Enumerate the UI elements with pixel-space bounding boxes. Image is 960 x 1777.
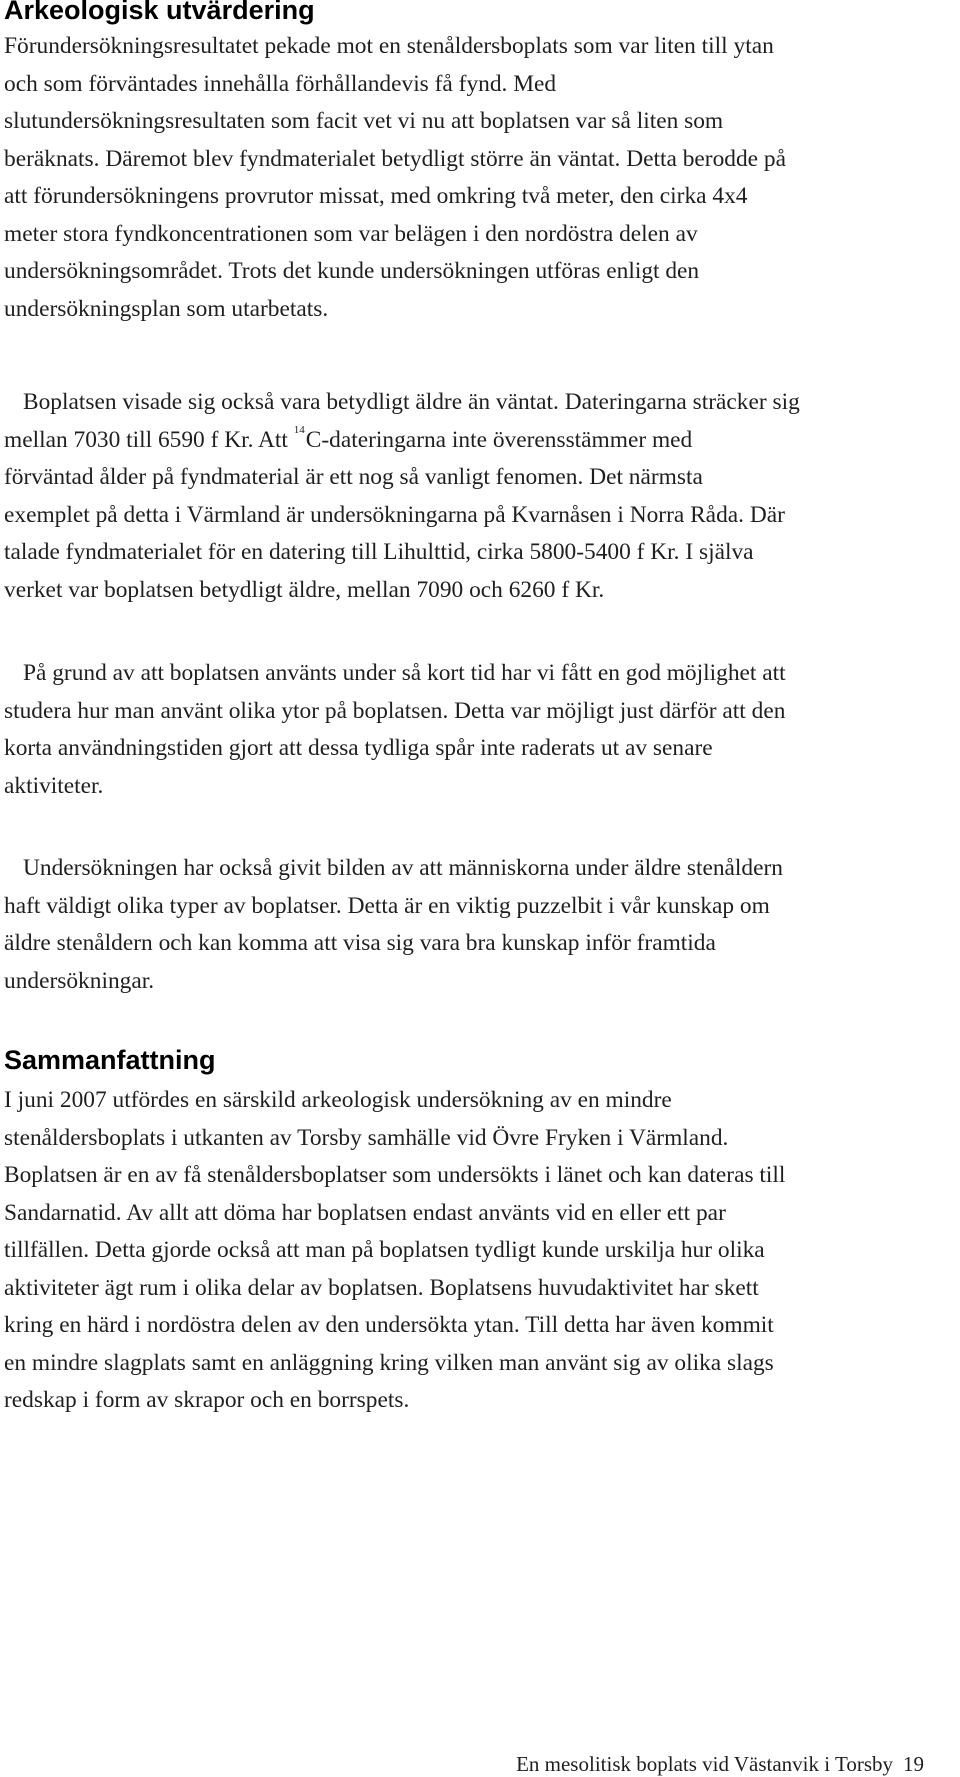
text-line: undersökningar.: [4, 967, 155, 994]
text-line: äldre stenåldern och kan komma att visa sig vara bra kunskap inför framtida: [4, 930, 716, 956]
text-line: aktiviteter ägt rum i olika delar av boplatsen. Boplatsens huvudaktivitet har skett: [4, 1274, 759, 1301]
footer-title: En mesolitisk boplats vid Västanvik i Torsby: [516, 1752, 893, 1776]
text-line: en mindre slagplats samt en anläggning kring vilken man använt sig av olika slags: [4, 1349, 774, 1376]
text-line: Boplatsen visade sig också vara betydligt äldre än väntat. Dateringarna sträcker sig: [23, 389, 800, 415]
text-line: beräknats. Däremot blev fyndmaterialet betydligt större än väntat. Detta berodde på: [4, 145, 786, 172]
text-line: att förundersökningens provrutor missat, med omkring två meter, den cirka 4x4: [4, 183, 748, 209]
text-line: exemplet på detta i Värmland är undersökningarna på Kvarnåsen i Norra Råda. Där: [4, 501, 785, 528]
text-line: stenåldersboplats i utkanten av Torsby samhälle vid Övre Fryken i Värmland.: [4, 1124, 729, 1151]
section-heading-sammanfattning: Sammanfattning: [4, 1045, 216, 1075]
paragraph-forundersokning: [4, 28, 956, 328]
text-line: Sandarnatid. Av allt att döma har boplatsen endast använts vid en eller ett par: [4, 1199, 726, 1226]
text-line: redskap i form av skrapor och en borrspets.: [4, 1387, 410, 1413]
text-line-with-isotope: [4, 422, 956, 460]
text-line: verket var boplatsen betydligt äldre, mellan 7090 och 6260 f Kr.: [4, 576, 605, 603]
text-line: meter stora fyndkoncentrationen som var belägen i den nordöstra delen av: [4, 220, 698, 247]
text-line: förväntad ålder på fyndmaterial är ett nog så vanligt fenomen. Det närmsta: [4, 464, 703, 490]
text-line: undersökningsplan som utarbetats.: [4, 295, 329, 322]
text-fragment: C-dateringarna inte överensstämmer med: [305, 426, 693, 453]
paragraph-ytor: [4, 655, 956, 805]
paragraph-sammanfattning: [4, 1082, 956, 1420]
text-line: Undersökningen har också givit bilden av att människorna under äldre stenåldern: [23, 855, 783, 881]
isotope-superscript: 14: [293, 423, 305, 436]
paragraph-datering: [4, 384, 956, 609]
text-line: Boplatsen är en av få stenåldersboplatser som undersökts i länet och kan dateras till: [4, 1162, 786, 1188]
text-line: kring en härd i nordöstra delen av den undersökta ytan. Till detta har även kommit: [4, 1312, 774, 1338]
section-heading-arkeologisk-utvardering: Arkeologisk utvärdering: [4, 0, 315, 25]
text-line: Förundersökningsresultatet pekade mot en stenåldersboplats som var liten till ytan: [4, 33, 774, 59]
text-fragment: mellan 7030 till 6590 f Kr. Att: [4, 426, 288, 453]
page-number: 19: [903, 1752, 924, 1776]
page-footer: [516, 1751, 924, 1777]
paragraph-boplatstyper: [4, 850, 956, 1000]
text-line: aktiviteter.: [4, 772, 104, 799]
text-line: På grund av att boplatsen använts under så kort tid har vi fått en god möjlighet att: [23, 660, 786, 686]
text-line: slutundersökningsresultaten som facit vet vi nu att boplatsen var så liten som: [4, 108, 724, 134]
text-line: talade fyndmaterialet för en datering till Lihulttid, cirka 5800-5400 f Kr. I själva: [4, 539, 754, 565]
text-line: korta användningstiden gjort att dessa tydliga spår inte raderats ut av senare: [4, 735, 713, 761]
text-line: studera hur man använt olika ytor på boplatsen. Detta var möjligt just därför att den: [4, 697, 786, 724]
text-line: tillfällen. Detta gjorde också att man på boplatsen tydligt kunde urskilja hur olika: [4, 1237, 765, 1263]
text-line: I juni 2007 utfördes en särskild arkeologisk undersökning av en mindre: [4, 1087, 672, 1113]
text-line: undersökningsområdet. Trots det kunde undersökningen utföras enligt den: [4, 258, 700, 284]
text-line: haft väldigt olika typer av boplatser. Detta är en viktig puzzelbit i vår kunskap om: [4, 892, 770, 919]
text-line: och som förväntades innehålla förhållandevis få fynd. Med: [4, 70, 557, 97]
